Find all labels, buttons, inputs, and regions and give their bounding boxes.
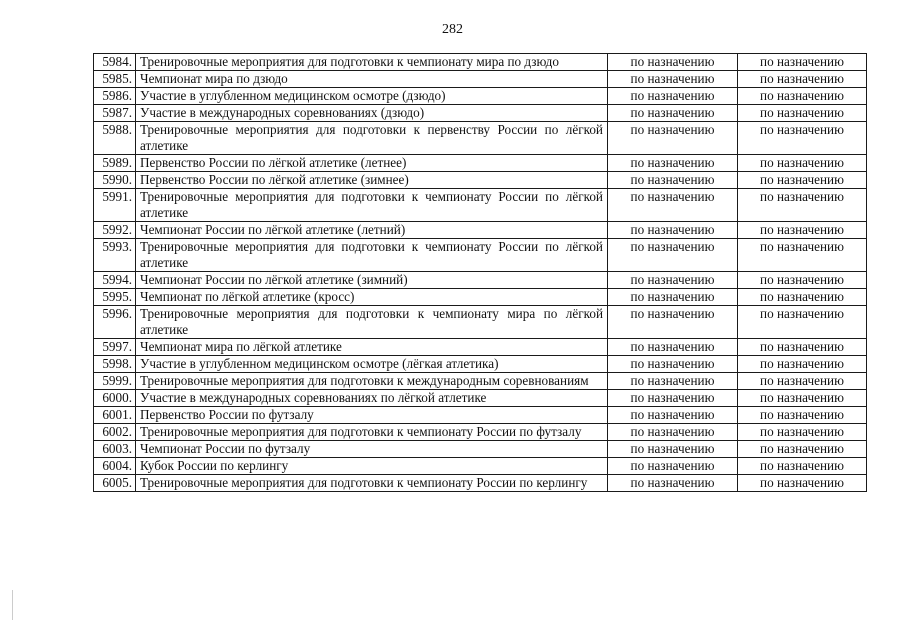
assignment-cell-1: по назначению <box>608 339 738 356</box>
event-name-cell: Тренировочные мероприятия для подготовки к чемпионату России по футзалу <box>136 424 608 441</box>
row-number-cell: 5985. <box>94 71 136 88</box>
row-number-cell: 6003. <box>94 441 136 458</box>
row-number-cell: 6001. <box>94 407 136 424</box>
event-name-cell: Первенство России по лёгкой атлетике (зимнее) <box>136 172 608 189</box>
event-name-cell: Чемпионат России по футзалу <box>136 441 608 458</box>
assignment-cell-2: по назначению <box>738 88 867 105</box>
assignment-cell-1: по назначению <box>608 155 738 172</box>
event-name-cell: Участие в углубленном медицинском осмотре (лёгкая атлетика) <box>136 356 608 373</box>
event-name-cell: Тренировочные мероприятия для подготовки к чемпионату мира по дзюдо <box>136 54 608 71</box>
row-number-cell: 5986. <box>94 88 136 105</box>
event-name-cell: Чемпионат по лёгкой атлетике (кросс) <box>136 289 608 306</box>
row-number-cell: 6004. <box>94 458 136 475</box>
assignment-cell-2: по назначению <box>738 189 867 222</box>
row-number-cell: 6005. <box>94 475 136 492</box>
page-number: 282 <box>442 22 463 37</box>
assignment-cell-2: по назначению <box>738 172 867 189</box>
table-row <box>94 239 867 272</box>
assignment-cell-1: по назначению <box>608 356 738 373</box>
assignment-cell-2: по назначению <box>738 475 867 492</box>
event-name-cell: Первенство России по лёгкой атлетике (летнее) <box>136 155 608 172</box>
table-row <box>94 289 867 306</box>
event-name-cell: Участие в международных соревнованиях (дзюдо) <box>136 105 608 122</box>
assignment-cell-2: по назначению <box>738 424 867 441</box>
table-row <box>94 222 867 239</box>
table-row <box>94 172 867 189</box>
row-number-cell: 5991. <box>94 189 136 222</box>
table-row <box>94 441 867 458</box>
assignment-cell-2: по назначению <box>738 272 867 289</box>
assignment-cell-1: по назначению <box>608 306 738 339</box>
row-number-cell: 5987. <box>94 105 136 122</box>
assignment-cell-2: по назначению <box>738 339 867 356</box>
event-name-cell: Тренировочные мероприятия для подготовки к чемпионату России по керлингу <box>136 475 608 492</box>
table-row <box>94 189 867 222</box>
assignment-cell-2: по назначению <box>738 155 867 172</box>
assignment-cell-2: по назначению <box>738 289 867 306</box>
assignment-cell-2: по назначению <box>738 441 867 458</box>
assignment-cell-1: по назначению <box>608 54 738 71</box>
row-number-cell: 5984. <box>94 54 136 71</box>
assignment-cell-1: по назначению <box>608 373 738 390</box>
assignment-cell-2: по назначению <box>738 356 867 373</box>
row-number-cell: 5996. <box>94 306 136 339</box>
table-row <box>94 339 867 356</box>
table-row <box>94 407 867 424</box>
event-name-cell: Кубок России по керлингу <box>136 458 608 475</box>
assignment-cell-2: по назначению <box>738 306 867 339</box>
event-name-cell: Тренировочные мероприятия для подготовки к чемпионату России по лёгкой атлетике <box>136 239 608 272</box>
assignment-cell-1: по назначению <box>608 458 738 475</box>
assignment-cell-1: по назначению <box>608 172 738 189</box>
document-table <box>93 53 867 492</box>
row-number-cell: 5988. <box>94 122 136 155</box>
assignment-cell-2: по назначению <box>738 105 867 122</box>
table-row <box>94 54 867 71</box>
row-number-cell: 5990. <box>94 172 136 189</box>
table-row <box>94 88 867 105</box>
row-number-cell: 5994. <box>94 272 136 289</box>
row-number-cell: 5992. <box>94 222 136 239</box>
assignment-cell-2: по назначению <box>738 407 867 424</box>
table-row <box>94 71 867 88</box>
table-row <box>94 105 867 122</box>
event-name-cell: Чемпионат мира по дзюдо <box>136 71 608 88</box>
assignment-cell-2: по назначению <box>738 54 867 71</box>
row-number-cell: 5993. <box>94 239 136 272</box>
table-row <box>94 122 867 155</box>
assignment-cell-1: по назначению <box>608 407 738 424</box>
assignment-cell-2: по назначению <box>738 71 867 88</box>
assignment-cell-1: по назначению <box>608 424 738 441</box>
table-row <box>94 155 867 172</box>
table-row <box>94 458 867 475</box>
event-name-cell: Тренировочные мероприятия для подготовки к чемпионату России по лёгкой атлетике <box>136 189 608 222</box>
table-row <box>94 424 867 441</box>
scan-margin-mark <box>12 590 13 620</box>
assignment-cell-2: по назначению <box>738 373 867 390</box>
row-number-cell: 5999. <box>94 373 136 390</box>
row-number-cell: 6002. <box>94 424 136 441</box>
table-row <box>94 390 867 407</box>
event-name-cell: Участие в углубленном медицинском осмотре (дзюдо) <box>136 88 608 105</box>
table-row <box>94 272 867 289</box>
assignment-cell-2: по назначению <box>738 390 867 407</box>
event-name-cell: Тренировочные мероприятия для подготовки к международным соревнованиям <box>136 373 608 390</box>
row-number-cell: 6000. <box>94 390 136 407</box>
assignment-cell-1: по назначению <box>608 88 738 105</box>
assignment-cell-1: по назначению <box>608 122 738 155</box>
assignment-cell-2: по назначению <box>738 239 867 272</box>
assignment-cell-1: по назначению <box>608 71 738 88</box>
assignment-cell-1: по назначению <box>608 222 738 239</box>
assignment-cell-2: по назначению <box>738 222 867 239</box>
event-name-cell: Тренировочные мероприятия для подготовки к первенству России по лёгкой атлетике <box>136 122 608 155</box>
event-name-cell: Чемпионат России по лёгкой атлетике (летний) <box>136 222 608 239</box>
event-name-cell: Участие в международных соревнованиях по лёгкой атлетике <box>136 390 608 407</box>
assignment-cell-2: по назначению <box>738 458 867 475</box>
row-number-cell: 5989. <box>94 155 136 172</box>
assignment-cell-1: по назначению <box>608 289 738 306</box>
row-number-cell: 5998. <box>94 356 136 373</box>
row-number-cell: 5995. <box>94 289 136 306</box>
assignment-cell-2: по назначению <box>738 122 867 155</box>
event-name-cell: Чемпионат мира по лёгкой атлетике <box>136 339 608 356</box>
event-name-cell: Первенство России по футзалу <box>136 407 608 424</box>
assignment-cell-1: по назначению <box>608 105 738 122</box>
assignment-cell-1: по назначению <box>608 272 738 289</box>
table-row <box>94 356 867 373</box>
assignment-cell-1: по назначению <box>608 475 738 492</box>
table-row <box>94 475 867 492</box>
table-row <box>94 306 867 339</box>
assignment-cell-1: по назначению <box>608 239 738 272</box>
event-name-cell: Тренировочные мероприятия для подготовки к чемпионату мира по лёгкой атлетике <box>136 306 608 339</box>
event-name-cell: Чемпионат России по лёгкой атлетике (зимний) <box>136 272 608 289</box>
assignment-cell-1: по назначению <box>608 390 738 407</box>
assignment-cell-1: по назначению <box>608 441 738 458</box>
assignment-cell-1: по назначению <box>608 189 738 222</box>
table-body <box>94 54 867 492</box>
table-row <box>94 373 867 390</box>
row-number-cell: 5997. <box>94 339 136 356</box>
